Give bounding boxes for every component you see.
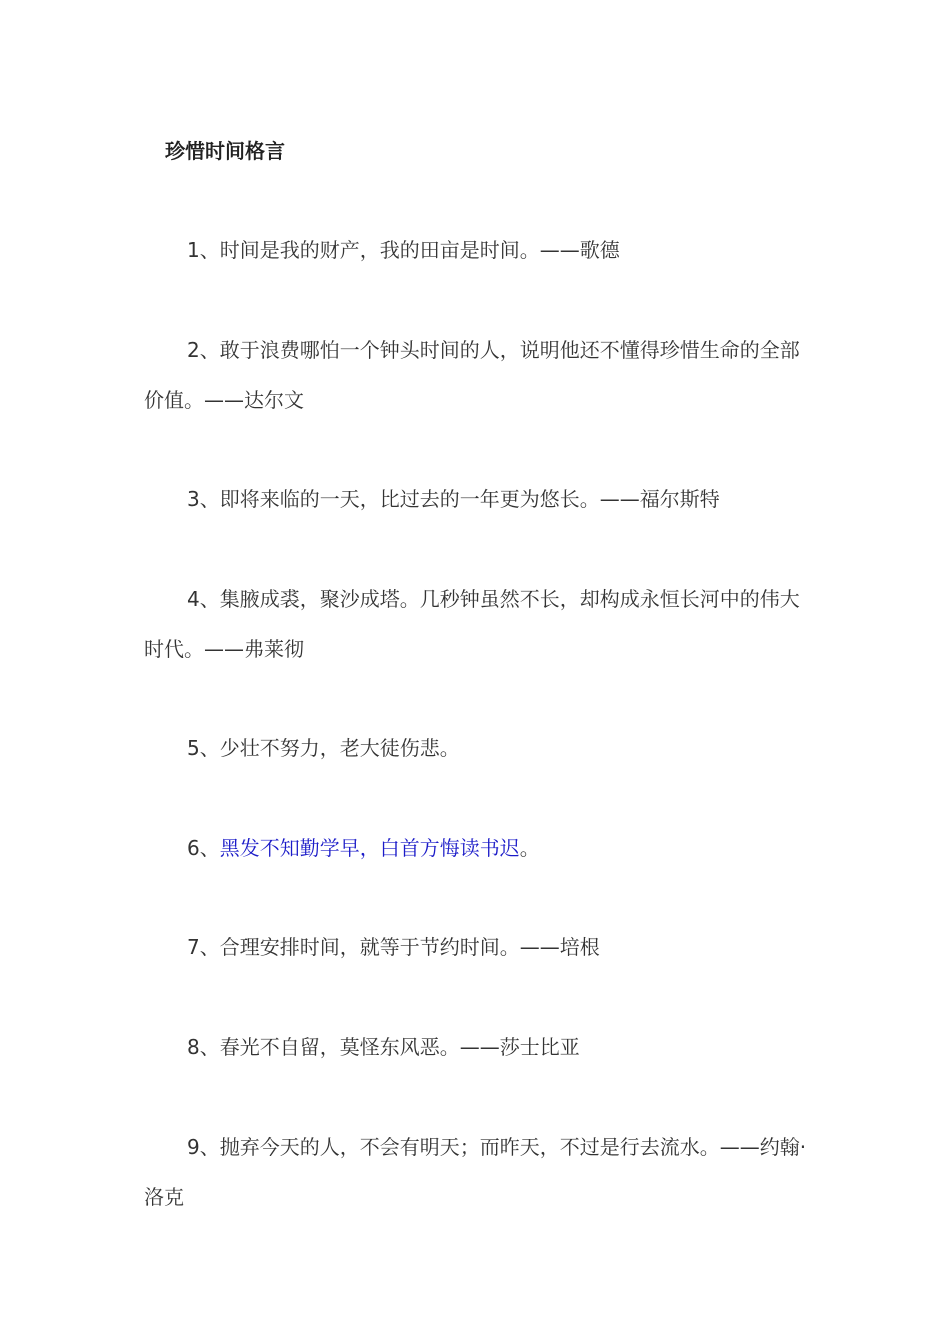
- page-title: 珍惜时间格言: [165, 139, 285, 163]
- quote-item-3: 3、即将来临的一天，比过去的一年更为悠长。——福尔斯特: [187, 487, 720, 511]
- quote-item-9: 9、抛弃今天的人，不会有明天；而昨天，不过是行去流水。——约翰·洛克: [144, 1135, 807, 1209]
- quote-item-5: 5、少壮不努力，老大徒伤悲。: [187, 736, 460, 760]
- quote-item-7: 7、合理安排时间，就等于节约时间。——培根: [187, 935, 600, 959]
- quote-number: 6、: [187, 836, 220, 860]
- quote-item-6: [144, 823, 808, 873]
- quote-item-4: 4、集腋成裘，聚沙成塔。几秒钟虽然不长，却构成永恒长河中的伟大时代。——弗莱彻: [144, 587, 800, 661]
- quote-item-8: 8、春光不自留，莫怪东风恶。——莎士比亚: [187, 1035, 580, 1059]
- quote-item-1: 1、时间是我的财产，我的田亩是时间。——歌德: [187, 238, 620, 262]
- quote-punctuation: 。: [519, 836, 540, 860]
- quote-item-2: 2、敢于浪费哪怕一个钟头时间的人，说明他还不懂得珍惜生命的全部价值。——达尔文: [144, 338, 800, 412]
- quote-link[interactable]: 黑发不知勤学早，白首方悔读书迟: [219, 836, 520, 860]
